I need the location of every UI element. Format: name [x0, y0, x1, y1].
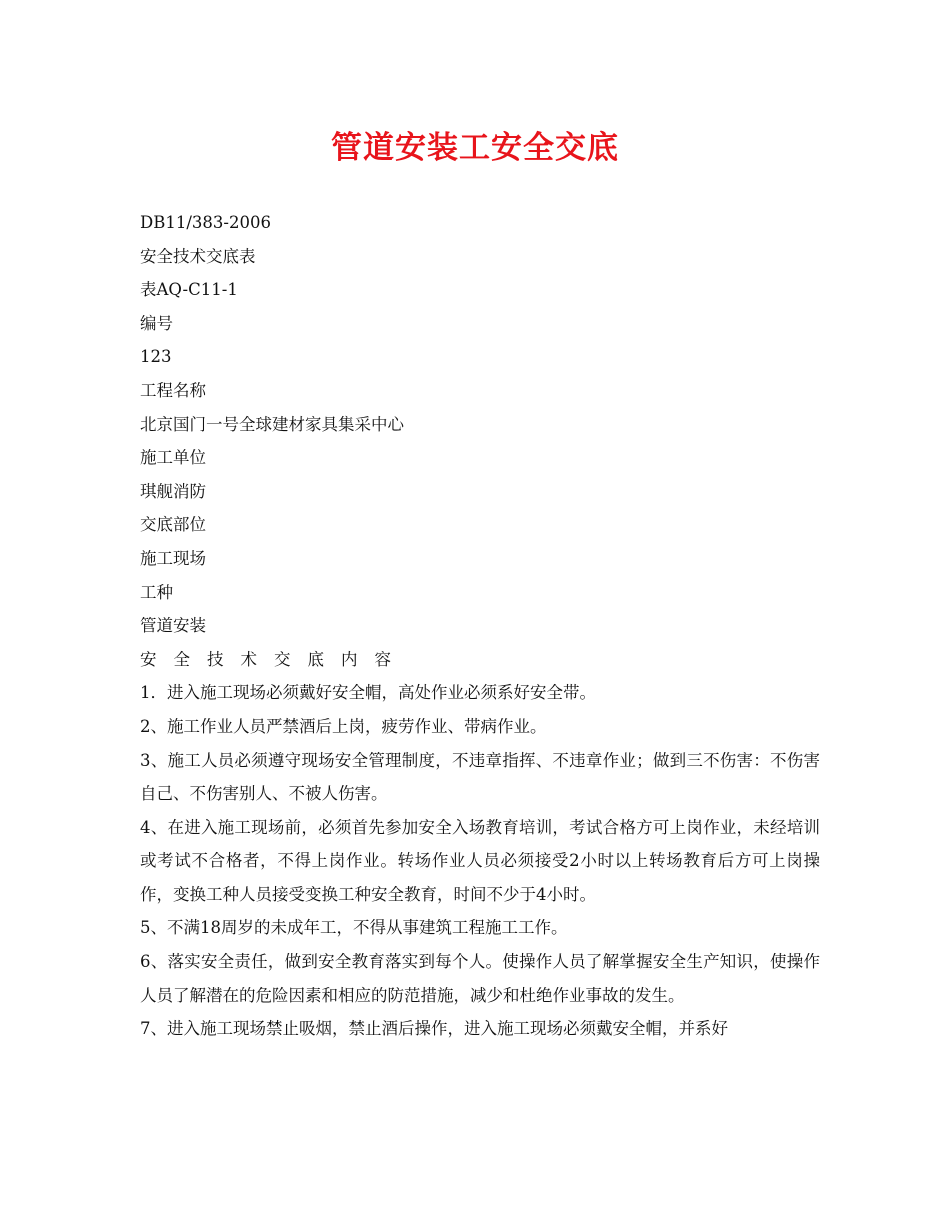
project-name-value: 北京国门一号全球建材家具集采中心 — [140, 414, 404, 434]
trade-label: 工种 — [140, 582, 173, 602]
section-heading: 安全技术交底内容 — [140, 649, 408, 669]
project-name-label: 工程名称 — [140, 380, 206, 400]
paragraph-item: 7、进入施工现场禁止吸烟，禁止酒后操作，进入施工现场必须戴安全帽，并系好 — [140, 1019, 728, 1039]
paragraph-item: 2、施工作业人员严禁酒后上岗，疲劳作业、带病作业。 — [140, 716, 547, 736]
document-title: 管道安装工安全交底 — [331, 130, 619, 166]
paragraph-item: 5、不满18周岁的未成年工，不得从事建筑工程施工工作。 — [140, 918, 568, 938]
location-value: 施工现场 — [140, 548, 206, 568]
paragraph-item: 1．进入施工现场必须戴好安全帽，高处作业必须系好安全带。 — [140, 683, 596, 703]
paragraph-item: 4、在进入施工现场前，必须首先参加安全入场教育培训，考试合格方可上岗作业，未经培训或考试不合格者，不得上岗作业。转场作业人员必须接受2小时以上转场教育后方可上岗操作，变换工种人员接受变换工种安全教育，时间不少于4小时。 — [140, 817, 820, 904]
paragraph-item: 3、施工人员必须遵守现场安全管理制度，不违章指挥、不违章作业；做到三不伤害：不伤害自己、不伤害别人、不被人伤害。 — [140, 750, 820, 804]
contractor-value: 琪舰消防 — [140, 481, 206, 501]
contractor-label: 施工单位 — [140, 448, 206, 468]
serial-label: 编号 — [140, 313, 173, 333]
trade-value: 管道安装 — [140, 616, 206, 636]
paragraph-item: 6、落实安全责任，做到安全教育落实到每个人。使操作人员了解掌握安全生产知识，使操作人员了解潜在的危险因素和相应的防范措施，减少和杜绝作业事故的发生。 — [140, 952, 820, 1005]
serial-value: 123 — [140, 347, 172, 367]
form-name: 安全技术交底表 — [140, 246, 256, 266]
document-body — [140, 206, 820, 1046]
form-number: 表AQ-C11-1 — [140, 280, 238, 300]
location-label: 交底部位 — [140, 515, 206, 535]
standard-code: DB11/383-2006 — [140, 213, 271, 232]
